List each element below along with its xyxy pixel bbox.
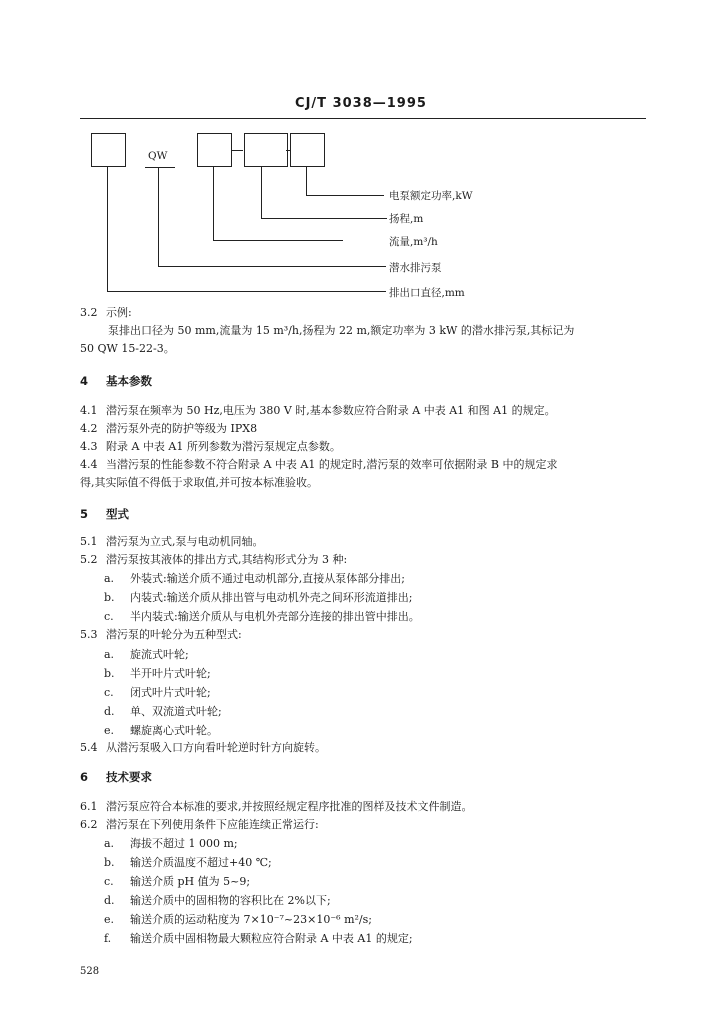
example-line-1: 泵排出口径为 50 mm,流量为 15 m³/h,扬程为 22 m,额定功率为 3 kW 的潜水排污泵,其标记为 <box>108 324 575 337</box>
list-text: 半内装式:输送介质从与电机外壳部分连接的排出管中排出。 <box>130 610 420 623</box>
pump-type-label: 潜水排污泵 <box>389 262 442 274</box>
clause-text: 潜污泵外壳的防护等级为 IPX8 <box>106 422 258 435</box>
clause-number: 4.3 <box>80 440 98 453</box>
section-title: 技术要求 <box>106 770 152 784</box>
list-label: a. <box>104 837 115 850</box>
list-label: f. <box>104 932 112 945</box>
list-text: 海拔不超过 1 000 m; <box>130 837 238 850</box>
clause-number: 6.1 <box>80 800 98 813</box>
clause-4-1 <box>80 402 556 420</box>
list-text: 旋流式叶轮; <box>130 648 189 661</box>
list-text: 单、双流道式叶轮; <box>130 705 222 718</box>
head-label: 扬程,m <box>389 213 424 225</box>
list-item <box>104 722 218 740</box>
list-text: 螺旋离心式叶轮。 <box>130 724 218 737</box>
list-item <box>104 646 189 664</box>
list-item <box>104 570 405 588</box>
clause-number: 5.1 <box>80 535 98 548</box>
clause-number: 4.2 <box>80 422 98 435</box>
list-text: 半开叶片式叶轮; <box>130 667 211 680</box>
outlet-diameter-box <box>91 133 126 167</box>
clause-number: 4.4 <box>80 458 98 471</box>
list-label: c. <box>104 686 114 699</box>
list-item <box>104 665 211 683</box>
list-item <box>104 892 331 910</box>
list-label: d. <box>104 894 115 907</box>
clause-number: 5.4 <box>80 741 98 754</box>
section-title: 基本参数 <box>106 374 152 388</box>
flow-label: 流量,m³/h <box>389 236 438 248</box>
section-title: 型式 <box>106 507 129 521</box>
list-item <box>104 911 372 929</box>
list-text: 闭式叶片式叶轮; <box>130 686 211 699</box>
list-item <box>104 873 250 891</box>
list-label: b. <box>104 667 115 680</box>
clause-text: 当潜污泵的性能参数不符合附录 A 中表 A1 的规定时,潜污泵的效率可依据附录 B 中的规定求 <box>106 458 558 471</box>
list-label: b. <box>104 856 115 869</box>
list-text: 输送介质温度不超过+40 ℃; <box>130 856 272 869</box>
power-leader-vertical <box>306 166 307 195</box>
list-item <box>104 835 238 853</box>
separator-dash-1 <box>231 150 243 151</box>
list-item <box>104 703 222 721</box>
head-leader-horizontal <box>261 218 387 219</box>
list-text: 内装式:输送介质从排出管与电动机外壳之间环形流道排出; <box>130 591 413 604</box>
power-box <box>290 133 325 167</box>
clause-number: 6.2 <box>80 818 98 831</box>
list-label: e. <box>104 913 115 926</box>
clause-5-4 <box>80 739 326 757</box>
example-line-2: 50 QW 15-22-3。 <box>80 342 175 355</box>
list-item <box>104 930 413 948</box>
outlet-diameter-label: 排出口直径,mm <box>389 287 465 299</box>
clause-3-2 <box>80 304 132 322</box>
section-4-heading <box>80 373 152 389</box>
clause-text: 潜污泵应符合本标准的要求,并按照经规定程序批准的图样及技术文件制造。 <box>106 800 473 813</box>
clause-5-1 <box>80 533 264 551</box>
list-text: 输送介质的运动粘度为 7×10⁻⁷~23×10⁻⁶ m²/s; <box>130 913 372 926</box>
list-label: c. <box>104 875 114 888</box>
outlet-leader-horizontal <box>107 291 386 292</box>
clause-text: 潜污泵为立式,泵与电动机同轴。 <box>106 535 264 548</box>
section-number: 4 <box>80 374 89 388</box>
list-label: a. <box>104 648 115 661</box>
flow-leader-vertical <box>213 166 214 240</box>
page-number: 528 <box>80 966 100 977</box>
standard-header: CJ/T 3038—1995 <box>295 96 427 111</box>
head-leader-vertical <box>261 166 262 218</box>
flow-leader-horizontal <box>213 240 343 241</box>
list-text: 输送介质中的固相物的容积比在 2%以下; <box>130 894 331 907</box>
section-number: 5 <box>80 507 89 521</box>
clause-text: 潜污泵在频率为 50 Hz,电压为 380 V 时,基本参数应符合附录 A 中表 A1 和图 A1 的规定。 <box>106 404 556 417</box>
list-text: 输送介质 pH 值为 5~9; <box>130 875 251 888</box>
clause-number: 5.2 <box>80 553 98 566</box>
clause-number: 3.2 <box>80 306 98 319</box>
section-6-heading <box>80 769 152 785</box>
clause-5-3 <box>80 626 242 644</box>
qw-label: QW <box>148 150 168 162</box>
list-text: 输送介质中固相物最大颗粒应符合附录 A 中表 A1 的规定; <box>130 932 413 945</box>
list-text: 外装式:输送介质不通过电动机部分,直接从泵体部分排出; <box>130 572 405 585</box>
header-rule <box>80 118 646 119</box>
section-5-heading <box>80 506 129 522</box>
clause-number: 4.1 <box>80 404 98 417</box>
list-item <box>104 589 412 607</box>
clause-text: 附录 A 中表 A1 所列参数为潜污泵规定点参数。 <box>106 440 341 453</box>
flow-box <box>197 133 232 167</box>
rated-power-label: 电泵额定功率,kW <box>389 190 473 202</box>
clause-4-3 <box>80 438 341 456</box>
head-box <box>244 133 288 167</box>
list-label: b. <box>104 591 115 604</box>
list-item <box>104 608 420 626</box>
clause-number: 5.3 <box>80 628 98 641</box>
section-number: 6 <box>80 770 89 784</box>
clause-text: 潜污泵按其液体的排出方式,其结构形式分为 3 种: <box>106 553 348 566</box>
list-label: e. <box>104 724 115 737</box>
clause-4-4 <box>80 456 557 474</box>
clause-4-4-continuation: 得,其实际值不得低于求取值,并可按本标准验收。 <box>80 476 318 489</box>
qw-underline <box>145 167 175 168</box>
list-label: a. <box>104 572 115 585</box>
clause-5-2 <box>80 551 347 569</box>
type-leader-horizontal <box>158 266 386 267</box>
clause-text: 从潜污泵吸入口方向看叶轮逆时针方向旋转。 <box>106 741 326 754</box>
clause-title: 示例: <box>106 306 132 319</box>
clause-text: 潜污泵的叶轮分为五种型式: <box>106 628 242 641</box>
power-leader-horizontal <box>306 195 384 196</box>
clause-6-1 <box>80 798 473 816</box>
clause-6-2 <box>80 816 319 834</box>
outlet-leader-vertical <box>107 166 108 291</box>
clause-text: 潜污泵在下列使用条件下应能连续正常运行: <box>106 818 319 831</box>
type-leader-vertical <box>158 167 159 266</box>
separator-dash-2 <box>286 150 290 151</box>
list-label: c. <box>104 610 114 623</box>
clause-4-2 <box>80 420 257 438</box>
list-item <box>104 854 272 872</box>
list-item <box>104 684 211 702</box>
list-label: d. <box>104 705 115 718</box>
